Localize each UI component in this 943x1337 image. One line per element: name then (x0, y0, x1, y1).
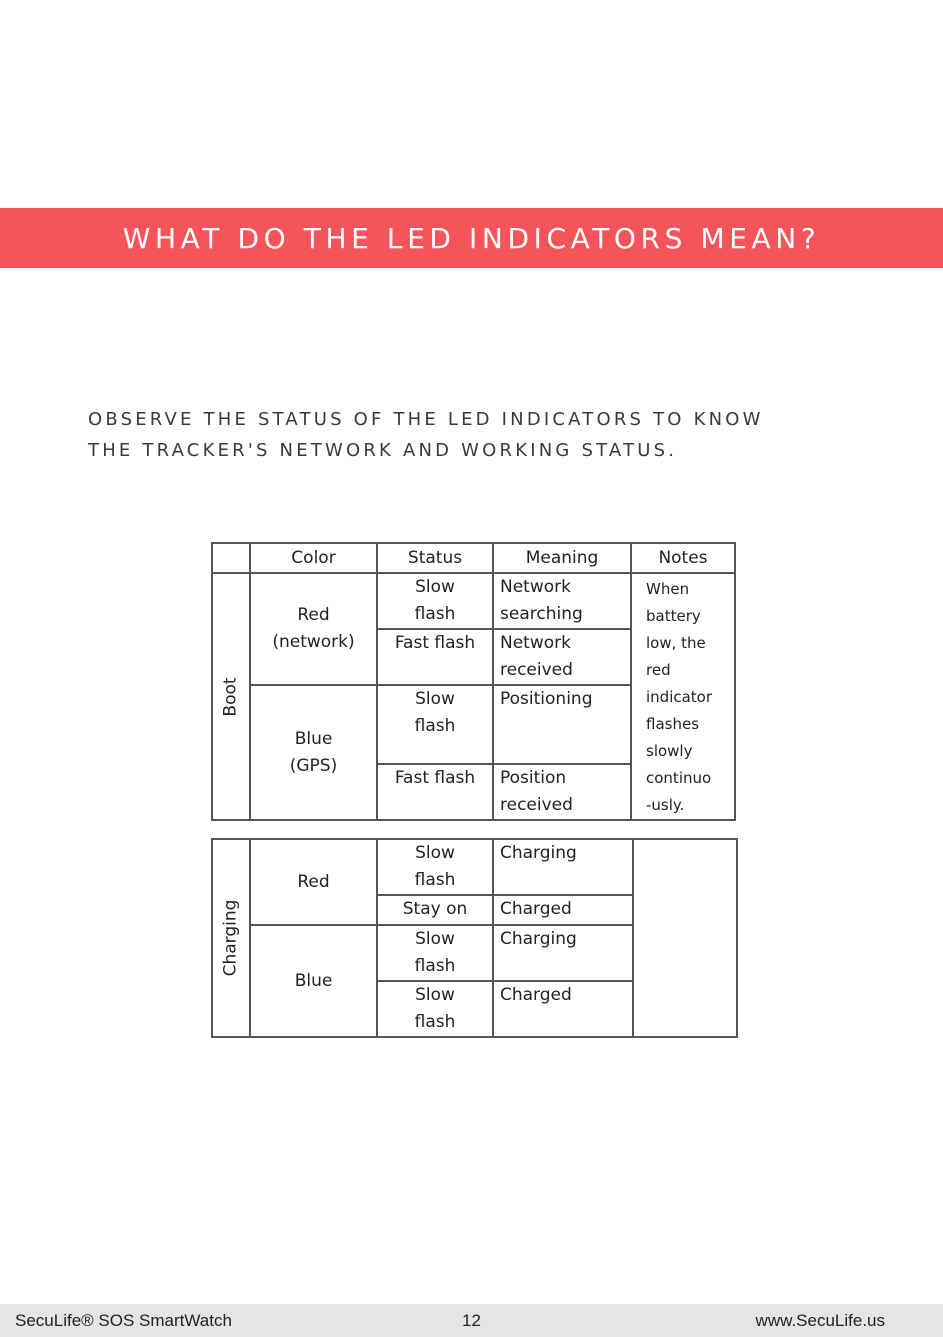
header-status: Status (377, 543, 493, 573)
intro-text (88, 404, 888, 466)
group-label-charging: Charging (212, 839, 250, 1037)
header-blank (212, 543, 250, 573)
meaning-cell: Position received (493, 764, 631, 820)
color-red: Red (250, 839, 377, 925)
status-cell: Slow flash (377, 981, 493, 1037)
intro-line-1: OBSERVE THE STATUS OF THE LED INDICATORS TO KNOW (88, 409, 764, 430)
meaning-cell: Positioning (493, 685, 631, 764)
meaning-cell: Network searching (493, 573, 631, 629)
status-cell: Slow flash (377, 925, 493, 981)
status-cell: Fast flash (377, 629, 493, 685)
table-header-row (212, 543, 735, 573)
status-cell: Fast flash (377, 764, 493, 820)
title-banner (0, 208, 943, 268)
color-blue: Blue (250, 925, 377, 1037)
table-row (212, 573, 735, 629)
header-notes: Notes (631, 543, 735, 573)
meaning-cell: Charged (493, 895, 633, 925)
notes-cell: When battery low, the red indicator flashes slowly continuo -usly. (631, 573, 735, 820)
boot-led-table (211, 542, 736, 821)
meaning-cell: Charging (493, 839, 633, 895)
header-color: Color (250, 543, 377, 573)
footer-website-link[interactable]: www.SecuLife.us (755, 1311, 885, 1330)
color-red-network: Red (network) (250, 573, 377, 685)
charging-led-table (211, 838, 738, 1038)
group-label-boot: Boot (212, 573, 250, 820)
page-title: WHAT DO THE LED INDICATORS MEAN? (122, 221, 821, 255)
notes-cell-empty (633, 839, 737, 1037)
status-cell: Slow flash (377, 839, 493, 895)
status-cell: Slow flash (377, 573, 493, 629)
color-blue-gps: Blue (GPS) (250, 685, 377, 820)
status-cell: Stay on (377, 895, 493, 925)
page-footer (0, 1304, 943, 1337)
page-number: 12 (462, 1311, 481, 1330)
footer-product-name: SecuLife® SOS SmartWatch (15, 1311, 232, 1330)
table-row (212, 839, 737, 895)
status-cell: Slow flash (377, 685, 493, 764)
meaning-cell: Network received (493, 629, 631, 685)
meaning-cell: Charging (493, 925, 633, 981)
intro-line-2: THE TRACKER'S NETWORK AND WORKING STATUS. (88, 440, 678, 461)
meaning-cell: Charged (493, 981, 633, 1037)
header-meaning: Meaning (493, 543, 631, 573)
